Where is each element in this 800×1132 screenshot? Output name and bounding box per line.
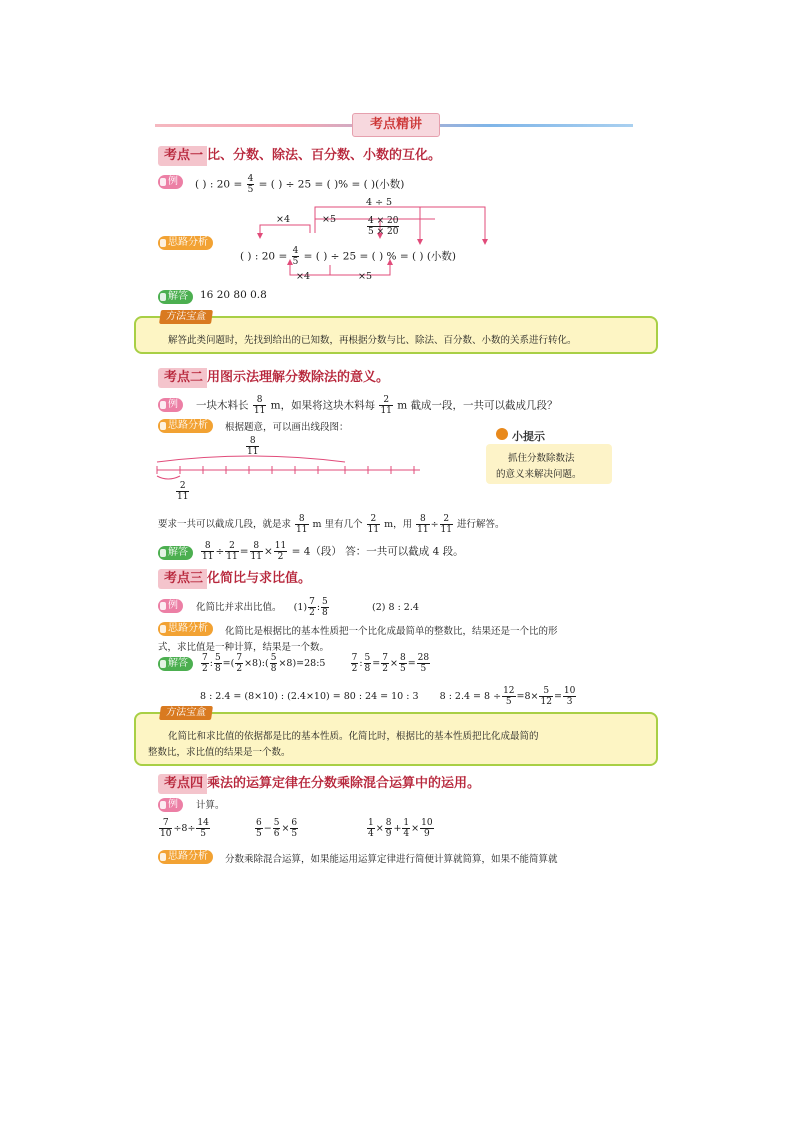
answer-tag: 解答 xyxy=(158,657,193,671)
example-tag: 例 xyxy=(158,599,183,613)
topic-1-heading xyxy=(158,144,441,164)
topic-4-label: 考点四 xyxy=(158,774,207,794)
example-tag: 例 xyxy=(158,398,183,412)
diagram-top: 4 ÷ 5 xyxy=(366,197,393,208)
example-3: 化简比并求出比值。 (1) $\frac{7}{2}$ : $\frac{5}{8}$ (2) 8 : 2.4 xyxy=(196,597,419,618)
analysis-2: 根据题意，可以画出线段图： xyxy=(225,422,349,433)
explain-2: 要求一共可以截成几段，就是求 $\frac{8}{11}$ m 里有几个 $\frac{2}{11}$ m，用 $\frac{8}{11}$ ÷ $\frac{2}{11}$ 进行解答。 xyxy=(158,514,505,535)
expression-2: $\frac{6}{5}$ − $\frac{5}{6}$ × $\frac{6}{5}$ xyxy=(256,818,298,839)
topic-2-heading xyxy=(158,366,389,386)
analysis-3-line-1: 化简比是根据比的基本性质把一个比化成最简单的整数比，结果还是一个比的形 xyxy=(225,626,558,637)
method-box-2-line-2: 整数比，求比值的结果是一个数。 xyxy=(148,747,291,758)
diagram-x5-top: ×5 xyxy=(322,214,337,225)
section-header: 考点精讲 xyxy=(352,113,440,137)
lightbulb-icon xyxy=(496,428,508,440)
diagram-x4-bottom: ×4 xyxy=(296,271,311,282)
answer-tag: 解答 xyxy=(158,546,193,560)
analysis-tag: 思路分析 xyxy=(158,850,213,864)
answer-1: 16 20 80 0.8 xyxy=(200,289,267,301)
segment-diagram xyxy=(155,440,425,500)
example-4: 计算。 xyxy=(196,800,225,811)
expression-3: $\frac{1}{4}$ × $\frac{8}{9}$ + $\frac{1}{4}$ × $\frac{10}{9}$ xyxy=(368,818,433,839)
answer-tag: 解答 xyxy=(158,290,193,304)
expression-1: $\frac{7}{10}$ ÷8÷ $\frac{14}{5}$ xyxy=(160,818,209,839)
answer-3-line-2: 8 : 2.4 = (8×10) : (2.4×10) = 80 : 24 = 10 : 3 8 : 2.4 = 8 ÷ $\frac{12}{5}$ =8× $\frac{5}{12}$ = $\frac{10}{3}$ xyxy=(200,686,576,707)
tip-title: 小提示 xyxy=(512,430,545,443)
topic-3-title: 化简比与求比值。 xyxy=(207,571,312,586)
topic-3-label: 考点三 xyxy=(158,569,207,589)
analysis-tag: 思路分析 xyxy=(158,236,213,250)
analysis-tag: 思路分析 xyxy=(158,622,213,636)
topic-2-label: 考点二 xyxy=(158,368,207,388)
topic-1-title: 比、分数、除法、百分数、小数的互化。 xyxy=(207,148,442,163)
example-1: ( ) : 20 = $\frac{4}{5}$ = ( ) ÷ 25 = ( )% = ( )(小数) xyxy=(195,174,405,195)
answer-3-line-1: $\frac{7}{2}$ : $\frac{5}{8}$ =( $\frac{7}{2}$ ×8):( $\frac{5}{8}$ ×8)=28:5 $\frac{7}{2}$ : $\frac{5}{8}$ = $\frac{7}{2}$ × $\frac{8}{5}$ = $\frac{28}{5}$ xyxy=(202,653,430,674)
diagram-x4-top: ×4 xyxy=(276,214,291,225)
method-box-2-line-1: 化简比和求比值的依据都是比的基本性质。化简比时，根据比的基本性质把比化成最简的 xyxy=(168,731,539,742)
segment-label-bottom: $\frac{2}{11}$ xyxy=(177,481,189,502)
topic-3-heading xyxy=(158,567,311,587)
topic-2-title: 用图示法理解分数除法的意义。 xyxy=(207,370,390,385)
diagram-x5-bottom: ×5 xyxy=(358,271,373,282)
analysis-4: 分数乘除混合运算，如果能运用运算定律进行简便计算就简算，如果不能简算就 xyxy=(225,854,558,865)
example-2: 一块木料长 $\frac{8}{11}$ m，如果将这块木料每 $\frac{2}{11}$ m 截成一段，一共可以截成几段？ xyxy=(196,395,558,416)
tip-text-2: 的意义来解决问题。 xyxy=(496,469,582,480)
diagram-row: ( ) : 20 = $\frac{4}{5}$ = ( ) ÷ 25 = ( ) % = ( ) (小数) xyxy=(240,246,457,267)
topic-4-title: 乘法的运算定律在分数乘除混合运算中的运用。 xyxy=(207,776,481,791)
tip-text-1: 抓住分数除数法 xyxy=(508,453,575,464)
segment-label-top: $\frac{8}{11}$ xyxy=(247,436,259,457)
method-box-tag: 方法宝盒 xyxy=(159,310,213,324)
example-tag: 例 xyxy=(158,175,183,189)
fraction: $\frac{4}{5}$ xyxy=(247,174,254,195)
answer-2: $\frac{8}{11}$ ÷ $\frac{2}{11}$ = $\frac{8}{11}$ × $\frac{11}{2}$ = 4（段） 答：一共可以截成 4 段。 xyxy=(202,541,464,562)
method-box-1-text: 解答此类问题时，先找到给出的已知数，再根据分数与比、除法、百分数、小数的关系进行转化。 xyxy=(168,335,577,346)
method-box-tag: 方法宝盒 xyxy=(159,706,213,720)
conversion-diagram xyxy=(240,195,540,285)
topic-1-label: 考点一 xyxy=(158,146,207,166)
diagram-fraction: $\frac{4 \times 20}{5 \times 20}$ xyxy=(368,216,399,237)
analysis-3-line-2: 式，求比值是一种计算，结果是一个数。 xyxy=(158,642,330,653)
topic-4-heading xyxy=(158,772,480,792)
analysis-tag: 思路分析 xyxy=(158,419,213,433)
example-tag: 例 xyxy=(158,798,183,812)
